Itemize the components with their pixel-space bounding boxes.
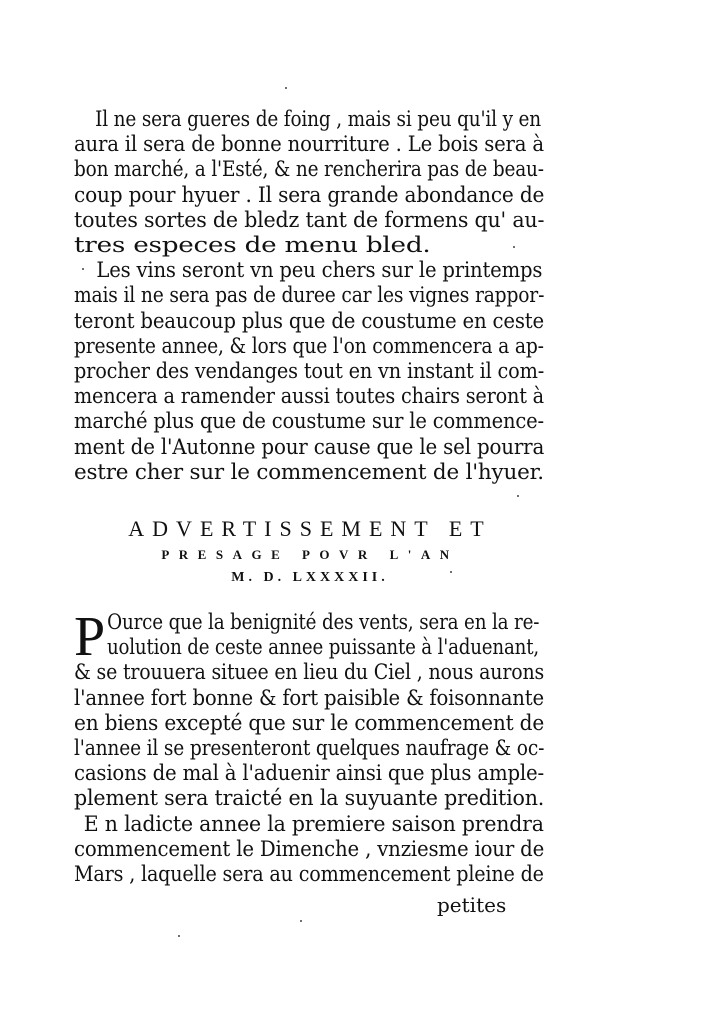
paragraph-harvest xyxy=(74,107,544,485)
text-line: presente annee, & lors que l'on commencera a ap- xyxy=(74,333,544,358)
paragraph-presage xyxy=(74,606,545,887)
text-line: mencera a ramender aussi toutes chairs seront à xyxy=(74,384,544,409)
text-line: ment de l'Autonne pour cause que le sel pourra xyxy=(74,434,545,459)
text-line: uolution de ceste annee puissante à l'aduenant, xyxy=(106,635,539,660)
text-line: plement sera traicté en la suyuante predition. xyxy=(74,786,545,811)
heading-subtitle: PRESAGE POVR L'AN xyxy=(161,547,459,562)
section-heading xyxy=(90,515,530,589)
text-line: mais il ne sera pas de duree car les vignes rappor- xyxy=(74,283,545,308)
text-line: E n ladicte annee la premiere saison prendra xyxy=(83,811,544,836)
text-line: l'annee fort bonne & fort paisible & foisonnante xyxy=(74,685,544,710)
scan-speck xyxy=(517,495,519,497)
text-line: & se trouuera situee en lieu du Ciel , nous aurons xyxy=(74,660,545,685)
text-line: teront beaucoup plus que de coustume en ceste xyxy=(74,308,544,333)
scan-speck xyxy=(513,246,515,248)
text-line: procher des vendanges tout en vn instant il com- xyxy=(74,359,545,384)
scan-speck xyxy=(450,571,452,573)
heading-year: M. D. LXXXXII. xyxy=(231,570,389,585)
text-line: toutes sortes de bledz tant de formens qu' au- xyxy=(74,207,545,232)
text-line: tres especes de menu bled. xyxy=(74,233,431,258)
scan-speck xyxy=(178,935,180,937)
text-line: aura il sera de bonne nourriture . Le bois sera à xyxy=(74,132,544,157)
scan-speck xyxy=(300,920,302,922)
text-line: l'annee il se presenteront quelques naufrage & oc- xyxy=(74,736,545,761)
text-line: coup pour hyuer . Il sera grande abondance de xyxy=(74,182,545,207)
text-line: Mars , laquelle sera au commencement pleine de xyxy=(74,862,544,887)
text-line: Il ne sera gueres de foing , mais si peu qu'il y en xyxy=(95,107,542,131)
text-line: bon marché, a l'Esté, & ne rencherira pas de beau- xyxy=(74,157,544,182)
scan-speck xyxy=(82,268,84,270)
catchword: petites xyxy=(437,893,507,917)
text-line: casions de mal à l'aduenir ainsi que plus ample- xyxy=(74,761,544,786)
text-line: commencement le Dimenche , vnziesme iour de xyxy=(74,836,545,861)
heading-title: ADVERTISSEMENT ET xyxy=(128,516,492,541)
drop-cap-letter: P xyxy=(74,606,106,668)
text-line: en biens excepté que sur le commencement de xyxy=(74,710,545,735)
text-line: Les vins seront vn peu chers sur le printemps xyxy=(96,258,543,283)
text-line: Ource que la benignité des vents, sera en la re- xyxy=(107,610,540,634)
text-line: estre cher sur le commencement de l'hyuer. xyxy=(74,459,544,484)
scan-speck xyxy=(285,87,287,89)
text-line: marché plus que de coustume sur le commence- xyxy=(74,409,544,434)
